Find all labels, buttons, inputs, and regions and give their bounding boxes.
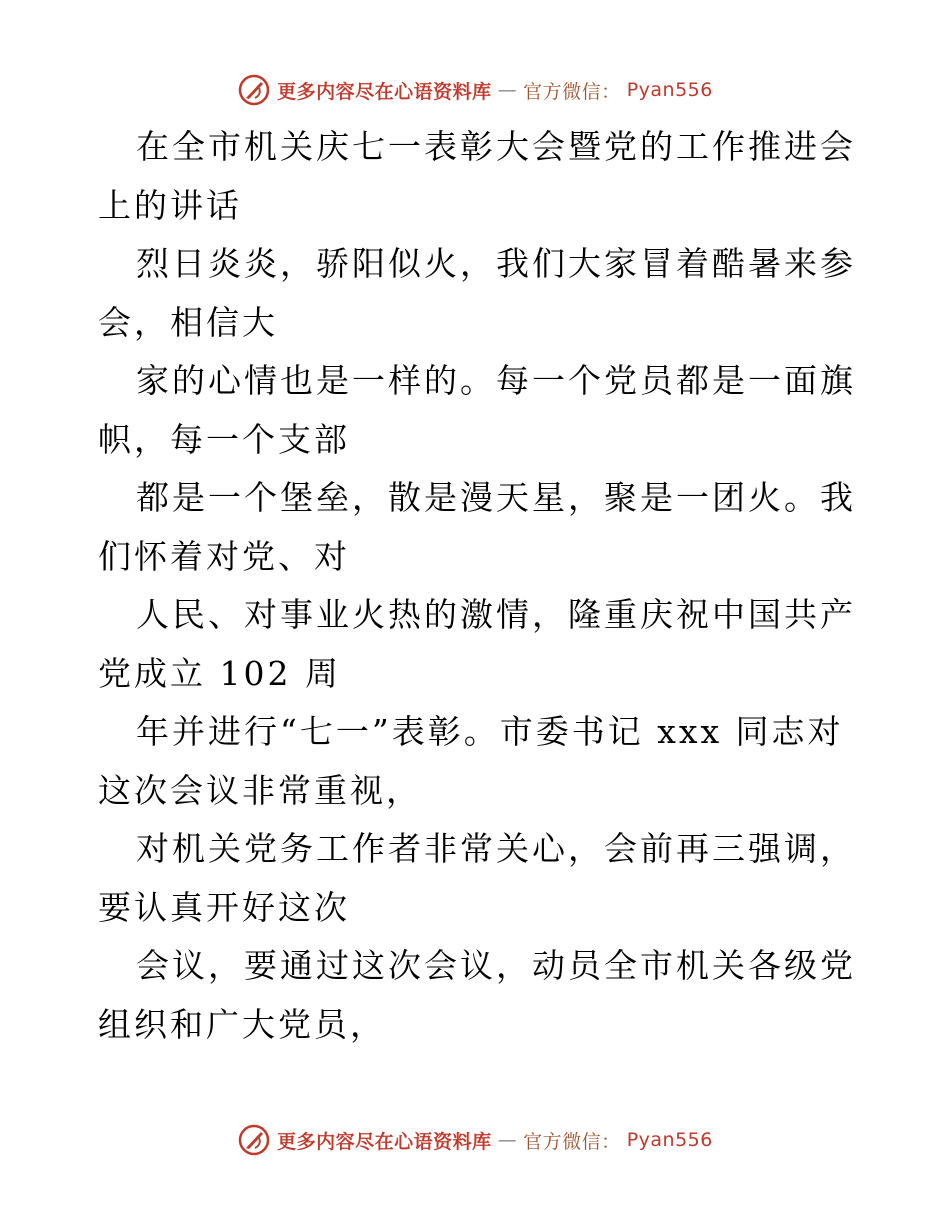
page-footer-banner [0, 1120, 950, 1160]
paragraph: 都是一个堡垒，散是漫天星，聚是一团火。我们怀着对党、对 [98, 478, 856, 576]
quill-logo-icon [237, 73, 271, 107]
paragraph: 烈日炎炎，骄阳似火，我们大家冒着酷暑来参会，相信大 [98, 244, 856, 342]
paragraph: 人民、对事业火热的激情，隆重庆祝中国共产党成立 102 周 [98, 595, 856, 693]
paragraph-title: 在全市机关庆七一表彰大会暨党的工作推进会上的讲话 [98, 127, 856, 225]
paragraph: 对机关党务工作者非常关心，会前再三强调，要认真开好这次 [98, 829, 856, 927]
paragraph: 家的心情也是一样的。每一个党员都是一面旗帜，每一个支部 [98, 361, 856, 459]
paragraph: 年并进行“七一”表彰。市委书记 xxx 同志对这次会议非常重视， [98, 712, 844, 810]
footer-wechat-id: Pyan556 [626, 1129, 713, 1151]
header-wechat-id: Pyan556 [626, 79, 713, 101]
paragraph: 会议，要通过这次会议，动员全市机关各级党组织和广大党员， [98, 946, 856, 1044]
header-separator: — [497, 79, 518, 101]
page-header-banner [0, 70, 950, 110]
header-site-name: 更多内容尽在心语资料库 [277, 80, 492, 103]
footer-wechat-label: 官方微信： [523, 1130, 621, 1153]
header-wechat-label: 官方微信： [523, 80, 621, 103]
footer-site-name: 更多内容尽在心语资料库 [277, 1130, 492, 1153]
document-body [98, 118, 858, 1054]
footer-separator: — [497, 1129, 518, 1151]
quill-logo-icon [237, 1123, 271, 1157]
